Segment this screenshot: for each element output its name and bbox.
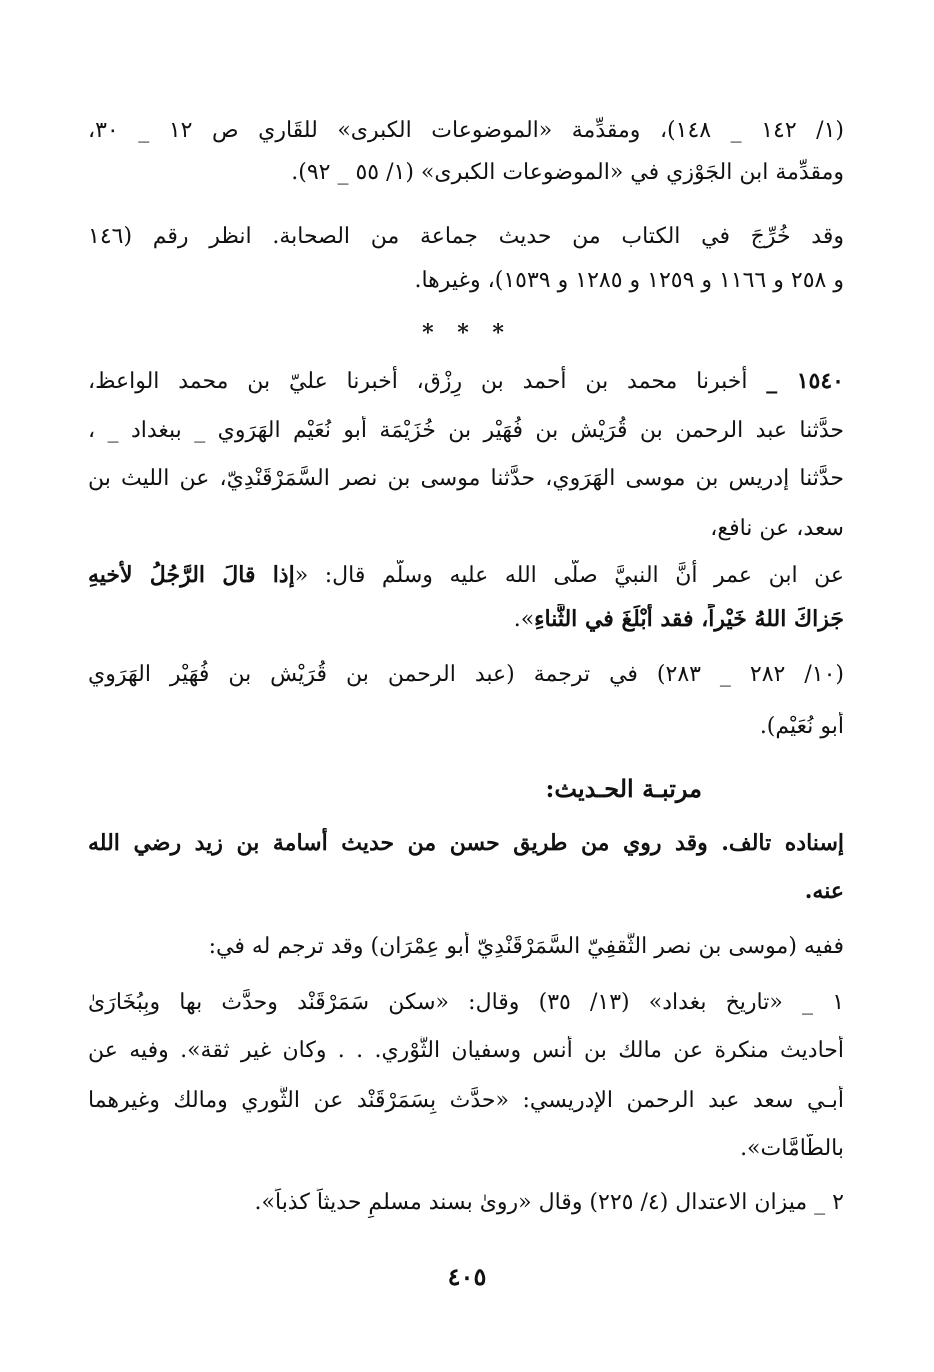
text-span: ». <box>513 607 535 632</box>
text-line: (١٠/ ٢٨٢ _ ٢٨٣) في ترجمة (عبد الرحمن بن قُرَيْش بن فُهَيْر الهَرَوي <box>88 662 844 687</box>
page-number: ٤٠٥ <box>447 1262 487 1291</box>
hadith-text: إذا قالَ الرَّجُلُ لأخيهِ <box>88 562 295 588</box>
text-line: (١/ ١٤٢ _ ١٤٨)، ومقدِّمة «الموضوعات الكبرى» للقَاري ص ١٢ _ ٣٠، <box>88 118 844 143</box>
text-line: ١ _ «تاريخ بغداد» (١٣/ ٣٥) وقال: «سكن سَمَرْقَنْد وحدَّث بها وبِبُخَارَىٰ <box>88 990 844 1015</box>
hadith-line <box>88 366 844 397</box>
text-line: بالطَّامَّات». <box>740 1136 844 1161</box>
hadith-text: جَزاكَ اللهُ خَيْراً، فقد أَبْلَغَ في الثَّناءِ <box>534 606 844 632</box>
text-line: حدَّثنا عبد الرحمن بن قُرَيْش بن فُهَيْر بن خُزَيْمَة أبو نُعَيْم الهَرَوي _ ببغداد _ ، <box>88 418 844 443</box>
section-separator: * * * <box>422 320 512 346</box>
matn-line <box>88 560 844 591</box>
text-line: حدَّثنا إدريس بن موسى الهَرَوي، حدَّثنا موسى بن نصر السَّمَرْقَنْدِيّ، عن الليث بن <box>88 466 844 491</box>
text-line: أبـي سعد عبد الرحمن الإدريسي: «حدَّث بِسَمَرْقَنْد عن الثَّوري ومالك وغيرهما <box>88 1088 844 1113</box>
text-span: أخبرنا محمد بن أحمد بن رِزْق، أخبرنا عليّ بن محمد الواعظ، <box>88 369 767 394</box>
hadith-number: ١٥٤٠ _ <box>766 368 844 394</box>
text-line: أحاديث منكرة عن مالك بن أنس وسفيان الثَّوْري. . . وكان غير ثقة». وفيه عن <box>88 1038 844 1063</box>
matn-line <box>88 604 844 635</box>
text-line: إسناده تالف. وقد روي من طريق حسن من حديث أسامة بن زيد رضي الله <box>88 830 844 856</box>
text-line: ومقدِّمة ابن الجَوْزي في «الموضوعات الكبرى» (١/ ٥٥ _ ٩٢). <box>291 160 844 185</box>
text-line: سعد، عن نافع، <box>710 516 844 541</box>
text-line: عنه. <box>804 878 844 904</box>
text-line: ففيه (موسى بن نصر الثَّقفِيّ السَّمَرْقَنْدِيّ أبو عِمْرَان) وقد ترجم له في: <box>208 934 844 959</box>
text-line: و ٢٥٨ و ١١٦٦ و ١٢٥٩ و ١٢٨٥ و ١٥٣٩)، وغيرها. <box>414 268 844 293</box>
text-line: ٢ _ ميزان الاعتدال (٤/ ٢٢٥) وقال «روىٰ بسند مسلمٍ حديثاً كذباً». <box>254 1190 844 1215</box>
text-line: أبو نُعَيْم). <box>759 714 844 739</box>
section-heading: مرتبـة الحـديث: <box>545 774 702 803</box>
text-line: وقد خُرِّجَ في الكتاب من حديث جماعة من الصحابة. انظر رقم (١٤٦ <box>88 224 844 249</box>
text-span: عن ابن عمر أنَّ النبيَّ صلَّى الله عليه وسلَّم قال: « <box>294 563 844 588</box>
